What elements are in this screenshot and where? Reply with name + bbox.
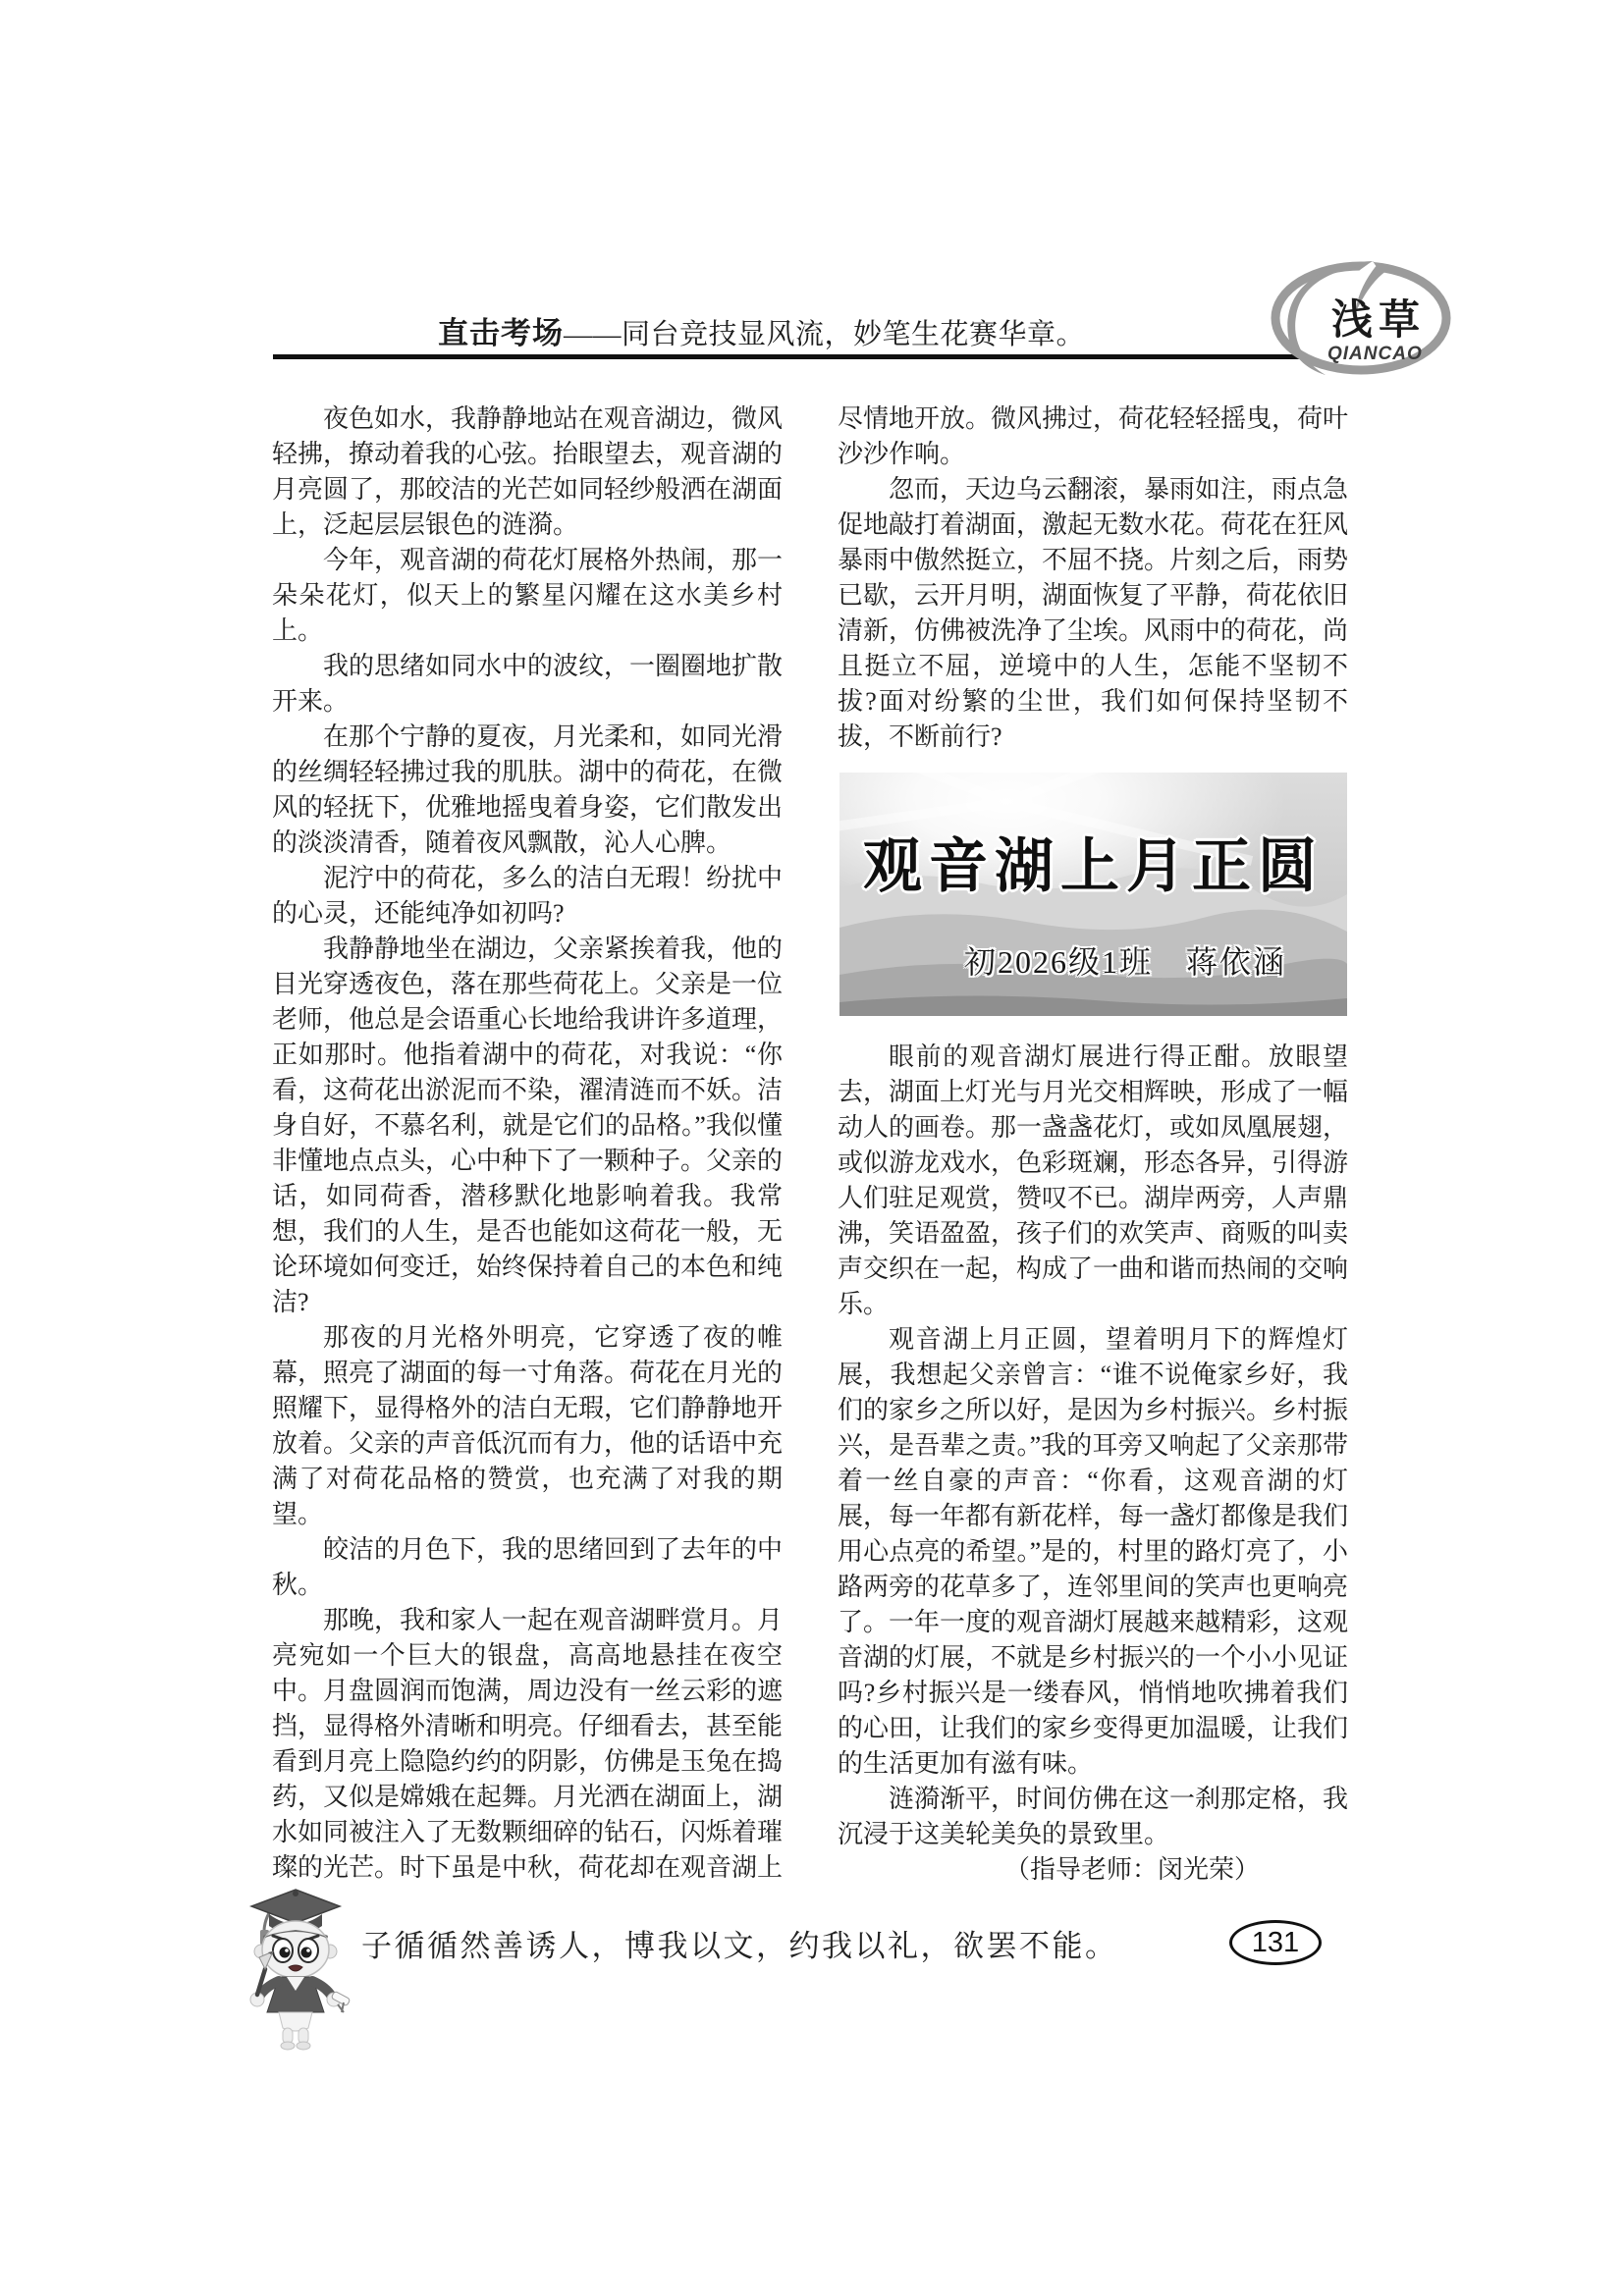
paragraph: 那夜的月光格外明亮，它穿透了夜的帷幕，照亮了湖面的每一寸角落。荷花在月光的照耀下，显得格外的洁白无瑕，它们静静地开放着。父亲的声音低沉而有力，他的话语中充满了对荷花品格的赞赏，也充满了对我的期望。 [272, 1323, 784, 1528]
page-number: 131 [1251, 1926, 1300, 1958]
scholar-mascot-icon [236, 1885, 355, 2052]
logo-name-text: 浅草 [1331, 298, 1427, 344]
header-rule [273, 354, 1337, 359]
article-title: 观音湖上月正圆 [863, 834, 1324, 899]
paragraph: 那晚，我和家人一起在观音湖畔赏月。月亮宛如一个巨大的银盘，高高地悬挂在夜空中。月盘圆润而饱满，周边没有一丝云彩的遮挡，显得格外清晰和明亮。仔细看去，甚至能看到月亮上隐隐约约的阴影，仿佛是玉兔在捣药，又似是嫦娥在起舞。月光洒在湖面上，湖水如同被注入了无数颗细碎的钻石，闪烁着璀璨的光芒。时下虽是中秋，荷花却在观音湖上 [272, 1606, 784, 1882]
article-title-image [839, 773, 1347, 1016]
article-byline: 初2026级1班 蒋依涵 [963, 944, 1286, 980]
paragraph: 我的思绪如同水中的波纹，一圈圈地扩散开来。 [272, 652, 784, 716]
paragraph: 在那个宁静的夏夜，月光柔和，如同光滑的丝绸轻轻拂过我的肌肤。湖中的荷花，在微风的轻抚下，优雅地摇曳着身姿，它们散发出的淡淡清香，随着夜风飘散，沁人心脾。 [272, 722, 784, 857]
paragraph: 皎洁的月色下，我的思绪回到了去年的中秋。 [272, 1535, 784, 1599]
page-number-badge [1229, 1920, 1322, 1965]
right-column-bottom [838, 1040, 1348, 1888]
paragraph: 观音湖上月正圆，望着明月下的辉煌灯展，我想起父亲曾言：“谁不说俺家乡好，我们的家乡之所以好，是因为乡村振兴。乡村振兴，是吾辈之责。”我的耳旁又响起了父亲那带着一丝自豪的声音：“你看，这观音湖的灯展，每一年都有新花样，每一盏灯都像是我们用心点亮的希望。”是的，村里的路灯亮了，小路两旁的花草多了，连邻里间的笑声也更响亮了。一年一度的观音湖灯展越来越精彩，这观音湖的灯展，不就是乡村振兴的一个小小见证吗?乡村振兴是一缕春风，悄悄地吹拂着我们的心田，让我们的家乡变得更加温暖，让我们的生活更加有滋有味。 [838, 1325, 1349, 1778]
right-column-top [838, 401, 1348, 755]
paragraph: 泥泞中的荷花，多么的洁白无瑕！纷扰中的心灵，还能纯净如初吗? [272, 864, 784, 928]
logo-romanized-text: QIANCAO [1327, 344, 1423, 364]
left-column [272, 401, 783, 1886]
section-subtitle: ——同台竞技显风流，妙笔生花赛华章。 [564, 319, 1086, 350]
section-title: 直击考场 [438, 316, 564, 350]
paragraph: 涟漪渐平，时间仿佛在这一刹那定格，我沉浸于这美轮美奂的景致里。 [838, 1785, 1349, 1848]
paragraph: 尽情地开放。微风拂过，荷花轻轻摇曳，荷叶沙沙作响。 [838, 404, 1349, 468]
qiancao-logo [1263, 253, 1459, 386]
paragraph: 我静静地坐在湖边，父亲紧挨着我，他的目光穿透夜色，落在那些荷花上。父亲是一位老师，他总是会语重心长地给我讲许多道理，正如那时。他指着湖中的荷花，对我说：“你看，这荷花出淤泥而不染，濯清涟而不妖。洁身自好，不慕名利，就是它们的品格。”我似懂非懂地点点头，心中种下了一颗种子。父亲的话，如同荷香，潜移默化地影响着我。我常想，我们的人生，是否也能如这荷花一般，无论环境如何变迁，始终保持着自己的本色和纯洁? [272, 934, 784, 1316]
paragraph: 忽而，天边乌云翻滚，暴雨如注，雨点急促地敲打着湖面，激起无数水花。荷花在狂风暴雨中傲然挺立，不屈不挠。片刻之后，雨势已歇，云开月明，湖面恢复了平静，荷花依旧清新，仿佛被洗净了尘埃。风雨中的荷花，尚且挺立不屈，逆境中的人生，怎能不坚韧不拔?面对纷繁的尘世，我们如何保持坚韧不拔，不断前行? [838, 475, 1349, 751]
right-column-bottom-paragraphs [838, 1040, 1348, 1852]
logo-ellipse-icon [1263, 253, 1459, 386]
paragraph: 今年，观音湖的荷花灯展格外热闹，那一朵朵花灯，似天上的繁星闪耀在这水美乡村上。 [272, 546, 784, 645]
paragraph: 夜色如水，我静静地站在观音湖边，微风轻拂，撩动着我的心弦。抬眼望去，观音湖的月亮圆了，那皎洁的光芒如同轻纱般洒在湖面上，泛起层层银色的涟漪。 [272, 404, 784, 539]
paragraph: 眼前的观音湖灯展进行得正酣。放眼望去，湖面上灯光与月光交相辉映，形成了一幅动人的画卷。那一盏盏花灯，或如凤凰展翅，或似游龙戏水，色彩斑斓，形态各异，引得游人们驻足观赏，赞叹不已。湖岸两旁，人声鼎沸，笑语盈盈，孩子们的欢笑声、商贩的叫卖声交织在一起，构成了一曲和谐而热闹的交响乐。 [838, 1042, 1349, 1318]
teacher-credit: （指导老师：闵光荣） [1003, 1855, 1260, 1884]
footer-quote: 子循循然善诱人，博我以文，约我以礼，欲罢不能。 [361, 1929, 1118, 1963]
section-header [438, 317, 1085, 356]
